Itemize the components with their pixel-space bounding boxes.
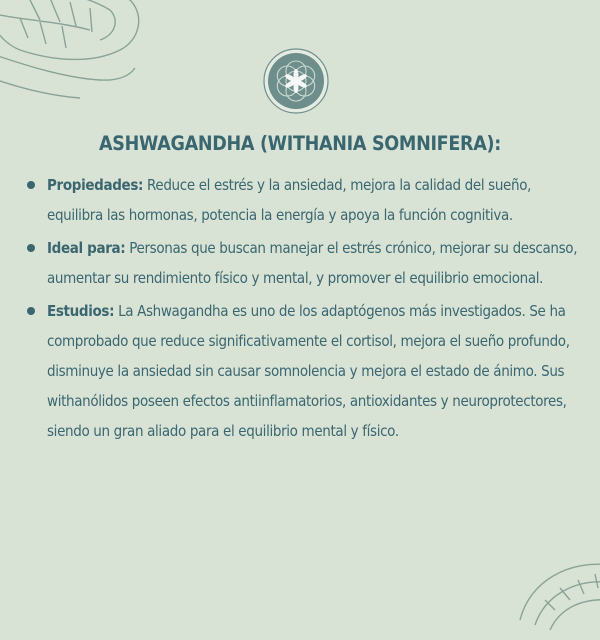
- list-item-text: [47, 296, 585, 446]
- list-item-propiedades: [25, 170, 585, 230]
- list-item-text: [47, 233, 585, 293]
- list-item-text: [47, 170, 585, 230]
- mushroom-illustration-top-left: [0, 0, 160, 100]
- list-item-label: Estudios:: [47, 302, 115, 320]
- list-item-body: Personas que buscan manejar el estrés crónico, mejorar su descanso, aumentar su rendimiento físico y mental, y promover el equilibrio emocional.: [47, 239, 578, 287]
- bullet-list: [25, 170, 585, 449]
- page-title: ASHWAGANDHA (WITHANIA SOMNIFERA):: [99, 132, 501, 155]
- list-item-label: Propiedades:: [47, 176, 144, 194]
- list-item-ideal-para: [25, 233, 585, 293]
- bullet-icon: [27, 244, 35, 252]
- flower-of-life-icon: [263, 48, 329, 114]
- bullet-icon: [27, 181, 35, 189]
- list-item-label: Ideal para:: [47, 239, 126, 257]
- list-item-estudios: [25, 296, 585, 446]
- bullet-icon: [27, 307, 35, 315]
- list-item-body: Reduce el estrés y la ansiedad, mejora la calidad del sueño, equilibra las hormonas, potencia la energía y apoya la función cognitiva.: [47, 176, 532, 224]
- list-item-body: La Ashwagandha es uno de los adaptógenos más investigados. Se ha comprobado que reduce significativamente el cortisol, mejora el sueño profundo, disminuye la ansiedad sin causar somnolencia y mejora el estado de ánimo. Sus withanólidos poseen efectos antiinflamatorios, antioxidantes y neuroprotectores, siendo un gran aliado para el equilibrio mental y físico.: [47, 302, 570, 440]
- mushroom-illustration-bottom-right: [510, 540, 600, 640]
